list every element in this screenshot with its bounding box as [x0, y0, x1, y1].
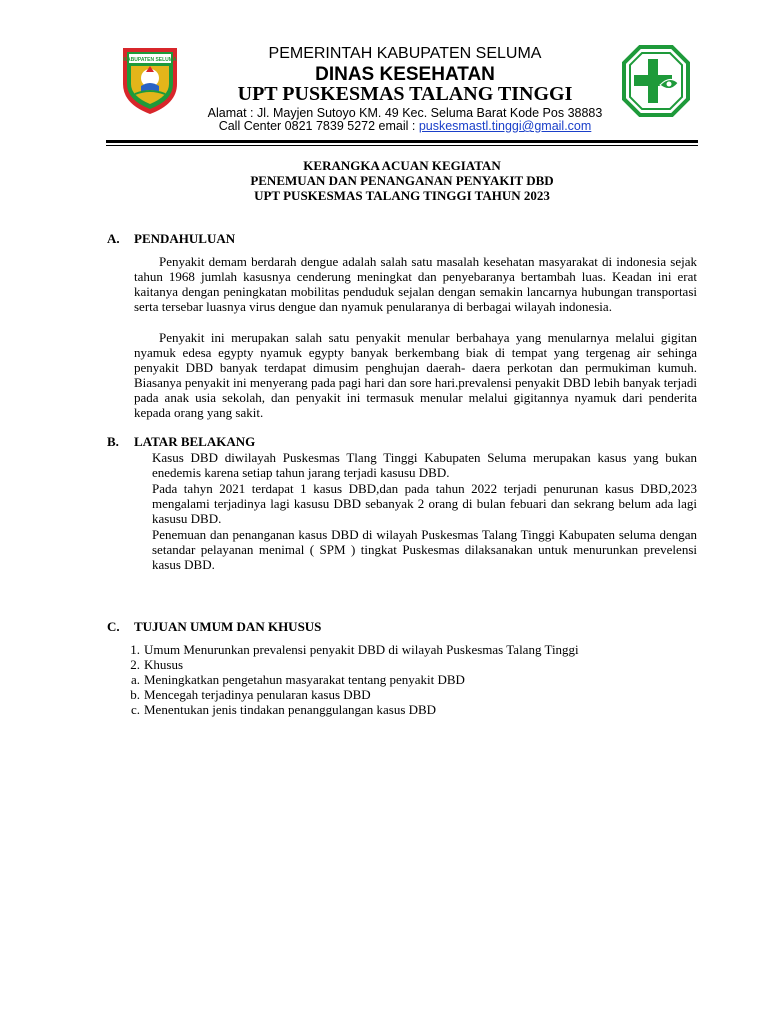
list-item: [120, 672, 700, 687]
document-title-line2: PENEMUAN DAN PENANGANAN PENYAKIT DBD: [250, 173, 554, 188]
header-line-puskesmas: UPT PUSKESMAS TALANG TINGGI: [237, 83, 573, 105]
list-item: [120, 687, 700, 702]
section-b-title: LATAR BELAKANG: [134, 434, 256, 449]
header-address: Alamat : Jl. Mayjen Sutoyo KM. 49 Kec. Seluma Barat Kode Pos 38883: [207, 106, 603, 120]
list-item-number: 2.: [130, 657, 140, 672]
email-link[interactable]: puskesmastl.tinggi@gmail.com: [418, 119, 592, 133]
section-a-heading: [107, 231, 235, 247]
header-line-dinas: DINAS KESEHATAN: [315, 64, 495, 85]
list-item-text: Umum Menurunkan prevalensi penyakit DBD di wilayah Puskesmas Talang Tinggi: [144, 642, 579, 657]
section-a-title: PENDAHULUAN: [134, 231, 236, 246]
list-item-text: Menentukan jenis tindakan penanggulangan kasus DBD: [144, 702, 437, 717]
section-a-letter: A.: [107, 231, 120, 246]
header-call-center: Call Center 0821 7839 5272 email :: [218, 119, 419, 133]
list-item-number: 1.: [130, 642, 140, 657]
section-b-letter: B.: [107, 434, 119, 449]
list-item: [120, 642, 700, 657]
document-title-line1: KERANGKA ACUAN KEGIATAN: [303, 158, 501, 173]
header-line-government: PEMERINTAH KABUPATEN SELUMA: [268, 45, 542, 62]
header-rule-thin: [106, 145, 698, 146]
list-item-text: Meningkatkan pengetahun masyarakat tentang penyakit DBD: [144, 672, 465, 687]
section-b-paragraph-1: Kasus DBD diwilayah Puskesmas Tlang Tinggi Kabupaten Seluma merupakan kasus yang bukan enedemis karena setiap tahun jarang terjadi kasusu DBD.: [152, 450, 697, 480]
list-item-text: Mencegah terjadinya penularan kasus DBD: [144, 687, 371, 702]
section-a-paragraph-2: Penyakit ini merupakan salah satu penyakit menular berbahaya yang menularnya melalui gigitan nyamuk edesa egypty nyamuk egypty banyak berkembang biak di tempat yang tergenag air sehinga penyakit DBD banyak terdapat dimusim penghujan daerah- daera perkotan dan permukiman kumuh. Biasanya penyakit ini menyerang pada pagi hari dan sore hari.prevalensi penyakit DBD lebih banyak terjadi pada anak usia sekolah, dan penyakit ini termasuk menular melalui gigitannya nyamuk dari penderita kepada orang yang sakit.: [134, 330, 697, 420]
section-b-paragraph-2: Pada tahyn 2021 terdapat 1 kasus DBD,dan pada tahun 2022 terjadi penurunan kasus DBD,2023 mengalami terjadinya lagi kasusu DBD sebanyak 2 orang di bulan febuari dan sekrang belum ada lagi kasusu DBD.: [152, 481, 697, 526]
list-item-text: Khusus: [144, 657, 184, 672]
section-b-paragraph-3: Penemuan dan penanganan kasus DBD di wilayah Puskesmas Talang Tinggi Kabupaten seluma dengan setandar pelayanan menimal ( SPM ) tingkat Puskesmas dilaksanakan untuk menurunkan prevelensi kasus DBD.: [152, 527, 697, 572]
section-c-letter: C.: [107, 619, 120, 634]
header-contact: [190, 119, 620, 133]
header-rule-thick: [106, 140, 698, 143]
list-item-number: b.: [130, 687, 140, 702]
puskesmas-logo: [622, 45, 690, 117]
list-item: [120, 657, 700, 672]
section-c-heading: [107, 619, 321, 635]
svg-text:KABUPATEN SELUMA: KABUPATEN SELUMA: [123, 57, 177, 63]
section-b-heading: [107, 434, 255, 450]
document-title-line3: UPT PUSKESMAS TALANG TINGGI TAHUN 2023: [254, 188, 550, 203]
kabupaten-seluma-logo: [117, 44, 183, 116]
list-item: [120, 702, 700, 717]
list-item-number: a.: [130, 672, 140, 687]
list-item-number: c.: [130, 702, 140, 717]
section-c-title: TUJUAN UMUM DAN KHUSUS: [134, 619, 322, 634]
section-a-paragraph-1: Penyakit demam berdarah dengue adalah salah satu masalah kesehatan masyarakat di indonesia sejak tahun 1968 jumlah kasusnya cenderung meningkat dan penyebaranya bertambah luas. Keadan ini erat kaitanya dengan peningkatan mobilitas penduduk sejalan dengan semakin lancarnya hubungan transportasi serta tersebar luasnya virus dengue dan nyamuk penularanya di berbagai wilayah indonesia.: [134, 254, 697, 314]
